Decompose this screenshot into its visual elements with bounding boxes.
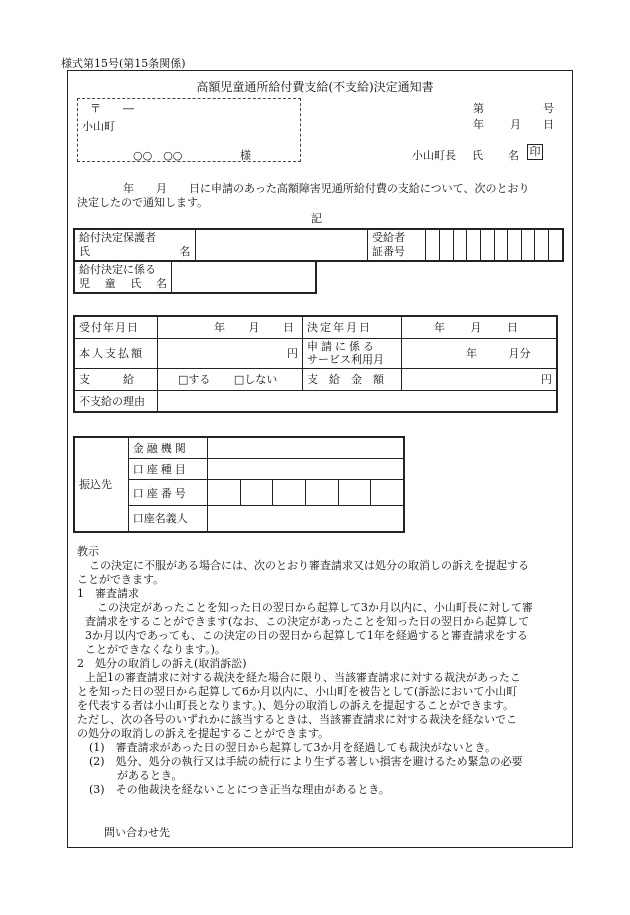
received-date-cell: 年 月 日 [158, 316, 303, 338]
payment-label: 支 給 [74, 368, 158, 390]
recipient-no-digit [453, 229, 467, 261]
payment-yes-option[interactable]: □する [178, 373, 211, 386]
self-pay-cell: 円 [158, 338, 303, 368]
payment-no-option[interactable]: □しない [233, 373, 278, 386]
no-pay-reason-label: 不支給の理由 [74, 390, 158, 412]
applied-service-label: 申請に係る サービス利用月 [303, 338, 402, 368]
decision-label: 決定年月日 [303, 316, 402, 338]
notice-s2-l2: とを知った日の翌日から起算して6か月以内に、小山町を被告として(訴訟において小山町 [77, 685, 518, 698]
recipient-no-label-cell: 受給者 証番号 [368, 229, 426, 261]
ki-mark: 記 [311, 212, 322, 225]
notice-s1-l1: この決定があったことを知った日の翌日から起算して3か月以内に、小山町長に対して審 [97, 601, 533, 614]
transfer-table [73, 436, 405, 533]
notice-p1-l2: ことができます。 [77, 573, 165, 586]
postal-code: 〒 ― [90, 102, 134, 115]
seal-icon: 印 [527, 144, 543, 160]
address-town: 小山町 [82, 120, 115, 133]
recipient-no-digit [467, 229, 481, 261]
notice-heading: 教示 [77, 545, 99, 558]
guardian-table [73, 228, 564, 262]
notice-item-3: (3) その他裁決を経ないことにつき正当な理由があるとき。 [89, 783, 390, 796]
notice-s2-l4: ただし、次の各号のいずれかに該当するときは、当該審査請求に対する裁決を経ないでこ [77, 713, 517, 726]
form-number: 様式第15号(第15条関係) [61, 57, 186, 70]
account-name-cell [207, 506, 404, 532]
guardian-label-1: 給付決定保護者 [79, 231, 156, 244]
recipient-no-digit [480, 229, 494, 261]
recipient-no-digit [549, 229, 563, 261]
child-label-cell: 給付決定に係る 児 童 氏 名 [74, 261, 172, 293]
contact-label: 問い合わせ先 [104, 826, 170, 839]
account-no-digit [207, 480, 240, 506]
notice-item-2-l1: (2) 処分、処分の執行又は手続の続行により生ずる著しい損害を避けるため緊急の必要 [89, 755, 523, 768]
notice-s1-l3: 3か月以内であっても、この決定の日の翌日から起算して1年を経過すると審査請求をする [85, 629, 528, 642]
notice-s2-l1: 上記1の審査請求に対する裁決を経た場合に限り、当該審査請求に対する裁決があったこ [85, 671, 521, 684]
account-type-label: 口座種目 [128, 459, 207, 480]
child-table [73, 260, 317, 294]
issue-month: 月 [510, 118, 521, 131]
account-name-label: 口座名義人 [128, 506, 207, 532]
notice-section [77, 545, 571, 797]
notice-item-1: (1) 審査請求があった日の翌日から起算して3か月を経過しても裁決がないとき。 [89, 741, 497, 754]
payment-options-cell [158, 368, 303, 390]
notice-s1-title: 1 審査請求 [77, 587, 139, 600]
child-name-cell [172, 261, 317, 293]
account-no-digit [240, 480, 273, 506]
recipient-no-digit [439, 229, 453, 261]
seal-mark [527, 144, 543, 160]
bank-cell [207, 437, 404, 459]
guardian-name-cell [195, 229, 368, 261]
document-title: 高額児童通所給付費支給(不支給)決定通知書 [196, 80, 434, 94]
received-label: 受付年月日 [74, 316, 158, 338]
account-no-digit [305, 480, 338, 506]
notice-s2-title: 2 処分の取消しの訴え(取消訴訟) [77, 657, 247, 670]
recipient-name: ○○ ○○ [133, 149, 183, 162]
guardian-label-cell [74, 229, 195, 261]
notice-item-2-l2: があるとき。 [117, 769, 183, 782]
applied-service-month-cell: 年 月分 [402, 338, 558, 368]
notice-s2-l3: を代表する者は小山町長となります。)、処分の取消しの訴えを提起することができます。 [77, 699, 515, 712]
notice-s1-l2: 査請求をすることができます(なお、この決定があったことを知った日の翌日から起算して [85, 615, 530, 628]
decision-date-cell: 年 月 日 [402, 316, 558, 338]
recipient-no-digit [535, 229, 549, 261]
issue-year: 年 [473, 118, 484, 131]
document-no-suffix: 号 [543, 102, 554, 115]
account-type-cell [207, 459, 404, 480]
transfer-label: 振込先 [74, 437, 128, 532]
bank-label: 金融機関 [128, 437, 207, 459]
account-no-digit [371, 480, 404, 506]
intro-line-1: 年 月 日に申請のあった高額障害児通所給付費の支給について、次のとおり [123, 182, 530, 195]
decision-table [73, 315, 558, 413]
intro-line-2: 決定したので通知します。 [77, 196, 209, 209]
account-no-digit [338, 480, 371, 506]
notice-s1-l4: ことができなくなります。)。 [85, 643, 226, 656]
notice-s2-l5: の処分の取消しの訴えを提起することができます。 [77, 727, 330, 740]
issuer-name-label-2: 名 [508, 149, 519, 162]
issuer-name-label-1: 氏 [472, 149, 483, 162]
recipient-no-digit [494, 229, 508, 261]
payment-amount-label: 支 給 金 額 [303, 368, 402, 390]
notice-p1-l1: この決定に不服がある場合には、次のとおり審査請求又は処分の取消しの訴えを提起する [89, 559, 529, 572]
self-pay-label: 本人支払額 [74, 338, 158, 368]
recipient-no-digit [426, 229, 440, 261]
account-no-label: 口座番号 [128, 480, 207, 506]
recipient-honorific: 様 [240, 149, 251, 162]
account-no-digit [273, 480, 306, 506]
guardian-label-2: 氏 名 [79, 245, 191, 258]
recipient-no-digit [521, 229, 535, 261]
issuer: 小山町長 [412, 149, 456, 162]
issue-day: 日 [543, 118, 554, 131]
no-pay-reason-cell [158, 390, 558, 412]
recipient-no-digit [508, 229, 522, 261]
payment-amount-cell: 円 [402, 368, 558, 390]
document-no-label: 第 [473, 102, 484, 115]
